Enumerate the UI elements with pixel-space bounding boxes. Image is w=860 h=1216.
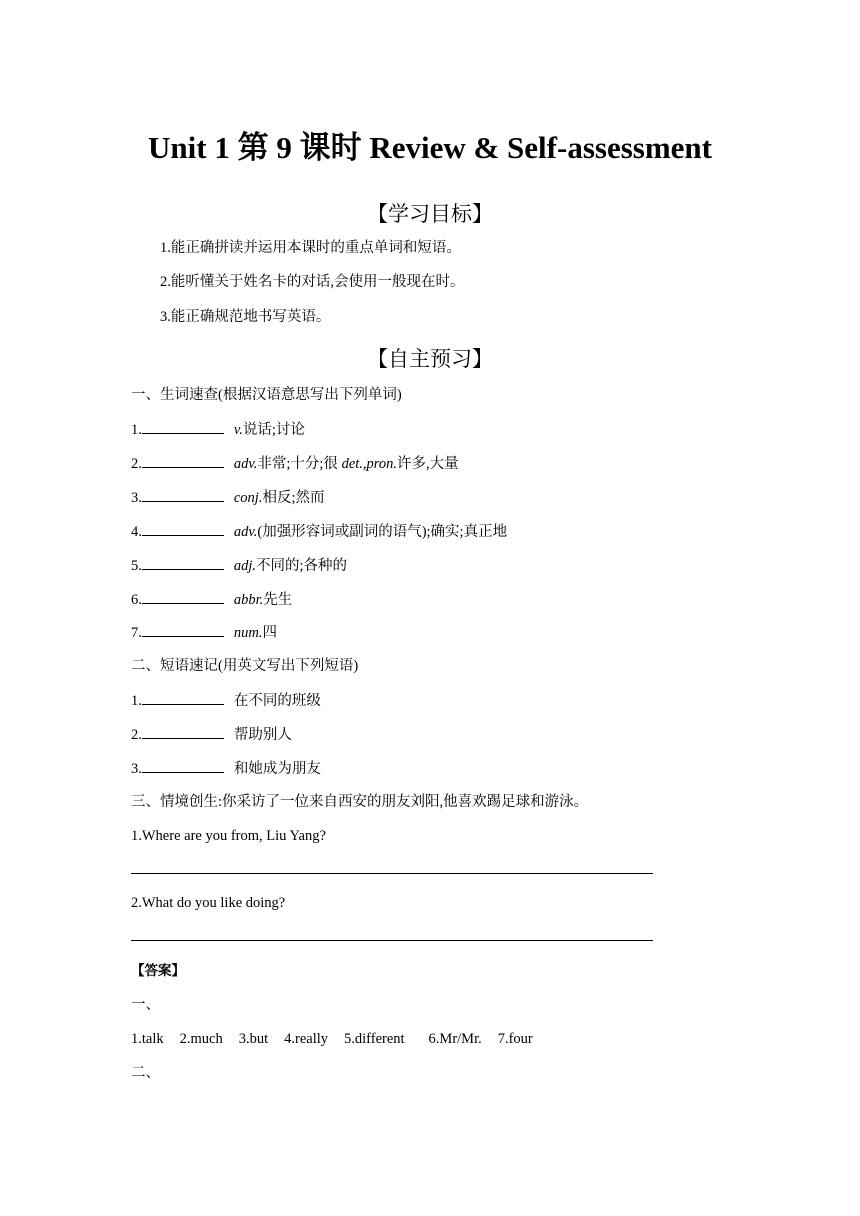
vocab-item-2: 2. adv.非常;十分;很 det.,pron.许多,大量 — [131, 453, 459, 474]
answer-line-2[interactable] — [131, 940, 653, 941]
page-title: Unit 1 第 9 课时 Review & Self-assessment — [148, 130, 712, 165]
preview-heading: 【自主预习】 — [367, 347, 493, 371]
question-2: 2.What do you like doing? — [131, 895, 286, 911]
vocab-item-6: 6. abbr.先生 — [131, 589, 292, 610]
answer-item: 4.really — [284, 1031, 329, 1047]
goal-item-3: 3.能正确规范地书写英语。 — [160, 309, 331, 325]
answer-line-1[interactable] — [131, 873, 653, 874]
phrase-item-1: 1. 在不同的班级 — [131, 690, 321, 711]
vocab-item-4: 4. adv.(加强形容词或副词的语气);确实;真正地 — [131, 521, 507, 542]
answers-part1-list — [131, 1029, 549, 1049]
answer-blank[interactable] — [142, 589, 224, 604]
goal-item-1: 1.能正确拼读并运用本课时的重点单词和短语。 — [160, 240, 461, 256]
answer-item: 6.Mr/Mr. — [428, 1031, 482, 1047]
answer-blank[interactable] — [142, 724, 224, 739]
answer-item: 2.much — [179, 1031, 223, 1047]
answer-blank[interactable] — [142, 419, 224, 434]
answer-item: 7.four — [497, 1031, 533, 1047]
goal-item-2: 2.能听懂关于姓名卡的对话,会使用一般现在时。 — [160, 274, 465, 290]
answer-item: 5.different — [344, 1031, 405, 1047]
part1-title: 一、生词速查(根据汉语意思写出下列单词) — [131, 387, 402, 403]
vocab-item-3: 3. conj.相反;然而 — [131, 487, 325, 508]
answers-heading: 【答案】 — [131, 963, 185, 979]
phrase-item-3: 3. 和她成为朋友 — [131, 758, 321, 779]
goals-heading: 【学习目标】 — [367, 202, 493, 226]
vocab-item-7: 7. num.四 — [131, 622, 277, 643]
answer-blank[interactable] — [142, 453, 224, 468]
part2-title: 二、短语速记(用英文写出下列短语) — [131, 658, 359, 674]
answer-blank[interactable] — [142, 555, 224, 570]
answers-part2-label: 二、 — [131, 1065, 160, 1081]
answer-blank[interactable] — [142, 690, 224, 705]
answer-item: 3.but — [238, 1031, 269, 1047]
question-1: 1.Where are you from, Liu Yang? — [131, 828, 326, 844]
answer-item: 1.talk — [131, 1031, 164, 1047]
vocab-item-1: 1. v.说话;讨论 — [131, 419, 305, 440]
answer-blank[interactable] — [142, 758, 224, 773]
answer-blank[interactable] — [142, 521, 224, 536]
answer-blank[interactable] — [142, 487, 224, 502]
vocab-item-5: 5. adj.不同的;各种的 — [131, 555, 347, 576]
answers-part1-label: 一、 — [131, 997, 160, 1013]
phrase-item-2: 2. 帮助别人 — [131, 724, 292, 745]
part3-title: 三、情境创生:你采访了一位来自西安的朋友刘阳,他喜欢踢足球和游泳。 — [131, 794, 589, 810]
answer-blank[interactable] — [142, 622, 224, 637]
